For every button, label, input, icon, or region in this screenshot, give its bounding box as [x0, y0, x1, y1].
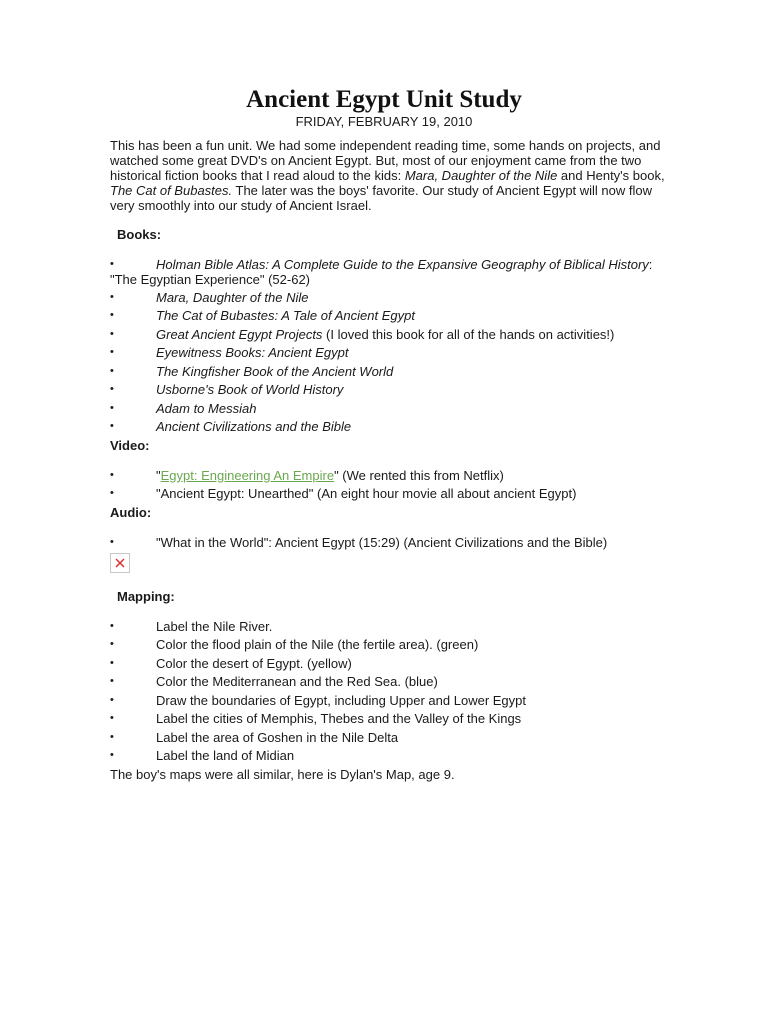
bullet-icon: •	[110, 291, 114, 303]
bullet-icon: •	[110, 731, 114, 743]
book-title: Eyewitness Books: Ancient Egypt	[156, 345, 349, 360]
video-link[interactable]: Egypt: Engineering An Empire	[160, 468, 335, 483]
bullet-icon: •	[110, 328, 114, 340]
bullet-icon: •	[110, 712, 114, 724]
intro-book-1: Mara, Daughter of the Nile	[404, 168, 558, 183]
mapping-item-text: Draw the boundaries of Egypt, including Upper and Lower Egypt	[156, 693, 526, 708]
book-title: The Kingfisher Book of the Ancient World	[156, 364, 394, 379]
mapping-item-text: Color the flood plain of the Nile (the fertile area). (green)	[156, 637, 479, 652]
bullet-icon: •	[110, 469, 114, 481]
bullet-icon: •	[110, 638, 114, 650]
video-text-pre: "Ancient Egypt: Unearthed" (An eight hour movie all about ancient Egypt)	[156, 486, 577, 501]
bullet-icon: •	[110, 309, 114, 321]
book-title: Holman Bible Atlas: A Complete Guide to the Expansive Geography of Biblical History	[156, 257, 649, 272]
list-item	[110, 257, 670, 287]
bullet-icon: •	[110, 620, 114, 632]
book-title: Great Ancient Egypt Projects	[156, 327, 323, 342]
mapping-heading: Mapping:	[117, 589, 175, 604]
mapping-item-text: Label the cities of Memphis, Thebes and the Valley of the Kings	[156, 711, 522, 726]
mapping-item-text: Label the area of Goshen in the Nile Delta	[156, 730, 399, 745]
bullet-icon: •	[110, 420, 114, 432]
broken-image-icon	[110, 553, 130, 573]
intro-text-2: and Henty's book,	[557, 168, 665, 183]
bullet-icon: •	[110, 383, 114, 395]
mapping-item-text: Color the Mediterranean and the Red Sea. (blue)	[156, 674, 438, 689]
book-title: Usborne's Book of World History	[156, 382, 344, 397]
page-title: Ancient Egypt Unit Study	[246, 86, 522, 113]
bullet-icon: •	[110, 749, 114, 761]
bullet-icon: •	[110, 675, 114, 687]
mapping-item-text: Label the Nile River.	[156, 619, 273, 634]
book-title: The Cat of Bubastes: A Tale of Ancient Egypt	[156, 308, 415, 323]
post-date: FRIDAY, FEBRUARY 19, 2010	[295, 114, 473, 129]
book-title: Ancient Civilizations and the Bible	[156, 419, 352, 434]
bullet-icon: •	[110, 402, 114, 414]
audio-heading: Audio:	[110, 505, 152, 520]
books-heading: Books:	[117, 227, 162, 242]
book-title: Adam to Messiah	[156, 401, 257, 416]
mapping-item-text: Color the desert of Egypt. (yellow)	[156, 656, 352, 671]
bullet-icon: •	[110, 365, 114, 377]
intro-book-2: The Cat of Bubastes.	[110, 183, 233, 198]
bullet-icon: •	[110, 536, 114, 548]
close-icon	[111, 554, 129, 572]
book-title: Mara, Daughter of the Nile	[156, 290, 309, 305]
audio-item-text: "What in the World": Ancient Egypt (15:29) (Ancient Civilizations and the Bible)	[156, 535, 608, 550]
book-note: (I loved this book for all of the hands on activities!)	[322, 327, 615, 342]
bullet-icon: •	[110, 487, 114, 499]
bullet-icon: •	[110, 258, 114, 270]
video-heading: Video:	[110, 438, 150, 453]
intro-text-3: The later was the boys' favorite. Our study of Ancient Egypt will now flow very smoothly into our study of Ancient Israel.	[110, 183, 653, 213]
bullet-icon: •	[110, 346, 114, 358]
closing-text: The boy's maps were all similar, here is Dylan's Map, age 9.	[110, 767, 455, 782]
book-note: : "The Egyptian Experience" (52-62)	[110, 257, 653, 287]
bullet-icon: •	[110, 694, 114, 706]
intro-text-1: This has been a fun unit. We had some independent reading time, some hands on projects, and watched some great DVD's on Ancient Egypt. But, most of our enjoyment came from the two historical fiction books that I read aloud to the kids:	[110, 138, 661, 183]
video-text-post: " (We rented this from Netflix)	[334, 468, 504, 483]
mapping-item-text: Label the land of Midian	[156, 748, 295, 763]
intro-paragraph	[110, 138, 666, 213]
video-text-pre: "	[156, 468, 161, 483]
bullet-icon: •	[110, 657, 114, 669]
